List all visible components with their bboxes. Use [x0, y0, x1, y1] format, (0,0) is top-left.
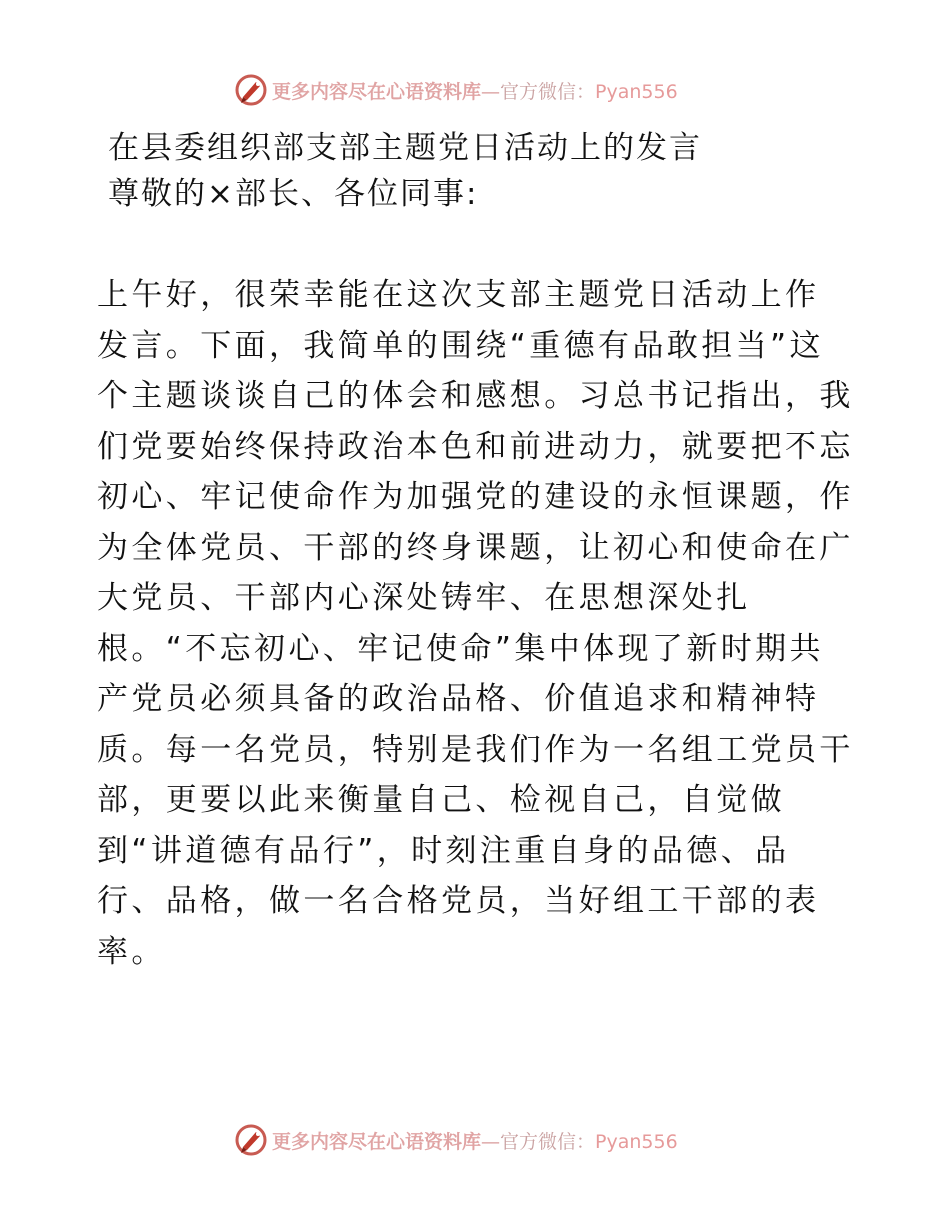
body-line: 为全体党员、干部的终身课题，让初心和使命在广: [97, 529, 854, 566]
footer-watermark: [234, 1120, 678, 1160]
body-line: 初心、牢记使命作为加强党的建设的永恒课题，作: [97, 479, 854, 515]
watermark-separator: —: [481, 80, 501, 103]
body-line: 行、品格，做一名合格党员，当好组工干部的表: [97, 883, 820, 919]
watermark-contact-label: 官方微信：: [500, 80, 596, 103]
watermark-brand: 更多内容尽在心语资料库: [272, 80, 482, 103]
brand-logo-icon: [234, 73, 268, 107]
document-title: 在县委组织部支部主题党日活动上的发言: [108, 130, 702, 166]
watermark-separator: —: [481, 1130, 501, 1153]
brand-logo-icon: [234, 1123, 268, 1157]
body-line: 质。每一名党员，特别是我们作为一名组工党员干: [97, 731, 854, 768]
header-watermark: [234, 70, 678, 110]
watermark-brand: 更多内容尽在心语资料库: [272, 1130, 482, 1153]
body-line: 上午好，很荣幸能在这次支部主题党日活动上作: [97, 277, 820, 313]
body-line: 发言。下面，我简单的围绕“重德有品敢担当”这: [97, 327, 824, 364]
body-paragraph: [97, 270, 857, 977]
salutation: 尊敬的×部长、各位同事:: [108, 176, 479, 212]
body-line: 们党要始终保持政治本色和前进动力，就要把不忘: [97, 428, 854, 465]
watermark-contact-label: 官方微信：: [500, 1130, 596, 1153]
body-line: 产党员必须具备的政治品格、价值追求和精神特: [97, 681, 820, 717]
watermark-text: [272, 1127, 678, 1154]
body-line: 率。: [97, 933, 166, 970]
body-line: 大党员、干部内心深处铸牢、在思想深处扎: [97, 580, 751, 616]
body-line: 根。“不忘初心、牢记使命”集中体现了新时期共: [97, 630, 824, 667]
watermark-contact-id: Pyan556: [595, 80, 678, 103]
watermark-contact-id: Pyan556: [595, 1130, 678, 1153]
body-line: 到“讲道德有品行”，时刻注重自身的品德、品: [97, 832, 790, 869]
watermark-text: [272, 77, 678, 104]
body-line: 个主题谈谈自己的体会和感想。习总书记指出，我: [97, 378, 854, 414]
body-line: 部，更要以此来衡量自己、检视自己，自觉做: [97, 782, 785, 818]
